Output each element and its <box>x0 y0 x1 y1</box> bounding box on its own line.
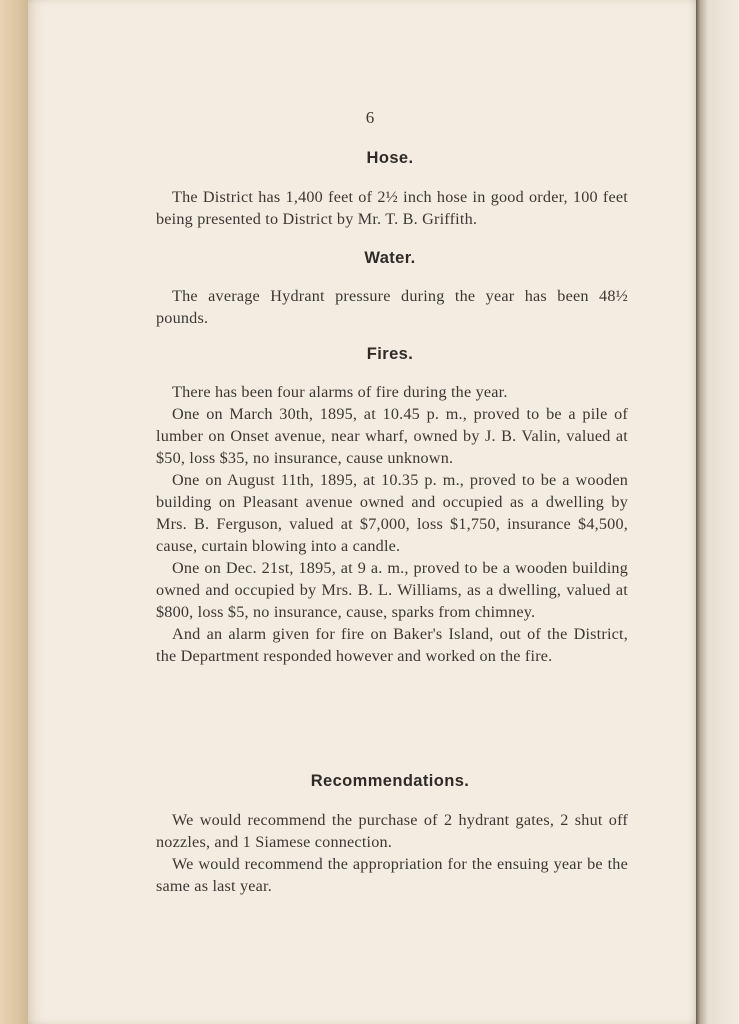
heading-water: Water. <box>364 249 416 267</box>
section-hose-body <box>156 186 628 230</box>
paragraph: One on March 30th, 1895, at 10.45 p. m., proved to be a pile of lumber on Onset avenue, near wharf, owned by J. B. Valin, valued at $50, loss $35, no insurance, cause unknown. <box>156 405 628 467</box>
paragraph: The District has 1,400 feet of 2½ inch hose in good order, 100 feet being presented to District by Mr. T. B. Griffith. <box>156 188 628 228</box>
section-recommendations-body <box>156 809 628 897</box>
heading-recommendations: Recommendations. <box>310 772 470 790</box>
paragraph: We would recommend the appropriation for the ensuing year be the same as last year. <box>156 855 628 895</box>
section-water-body <box>156 285 628 329</box>
paragraph: One on August 11th, 1895, at 10.35 p. m., proved to be a wooden building on Pleasant avenue owned and occupied as a dwelling by Mrs. B. Ferguson, valued at $7,000, loss $1,750, insurance $4,500, cause, curtain blowing into a candle. <box>156 471 628 555</box>
paragraph: There has been four alarms of fire during the year. <box>172 383 508 401</box>
heading-fires: Fires. <box>366 345 414 363</box>
page-number: 6 <box>365 108 375 127</box>
adjacent-page-edge <box>696 0 739 1024</box>
paragraph: One on Dec. 21st, 1895, at 9 a. m., proved to be a wooden building owned and occupied by Mrs. B. L. Williams, as a dwelling, valued at $800, loss $5, no insurance, cause, sparks from chimney. <box>156 559 628 621</box>
paragraph: The average Hydrant pressure during the year has been 48½ pounds. <box>156 287 628 327</box>
paragraph: We would recommend the purchase of 2 hydrant gates, 2 shut off nozzles, and 1 Siamese connection. <box>156 811 628 851</box>
section-fires-body <box>156 381 628 667</box>
heading-hose: Hose. <box>366 149 414 167</box>
book-left-edge <box>0 0 30 1024</box>
paragraph: And an alarm given for fire on Baker's Island, out of the District, the Department responded however and worked on the fire. <box>156 625 628 665</box>
